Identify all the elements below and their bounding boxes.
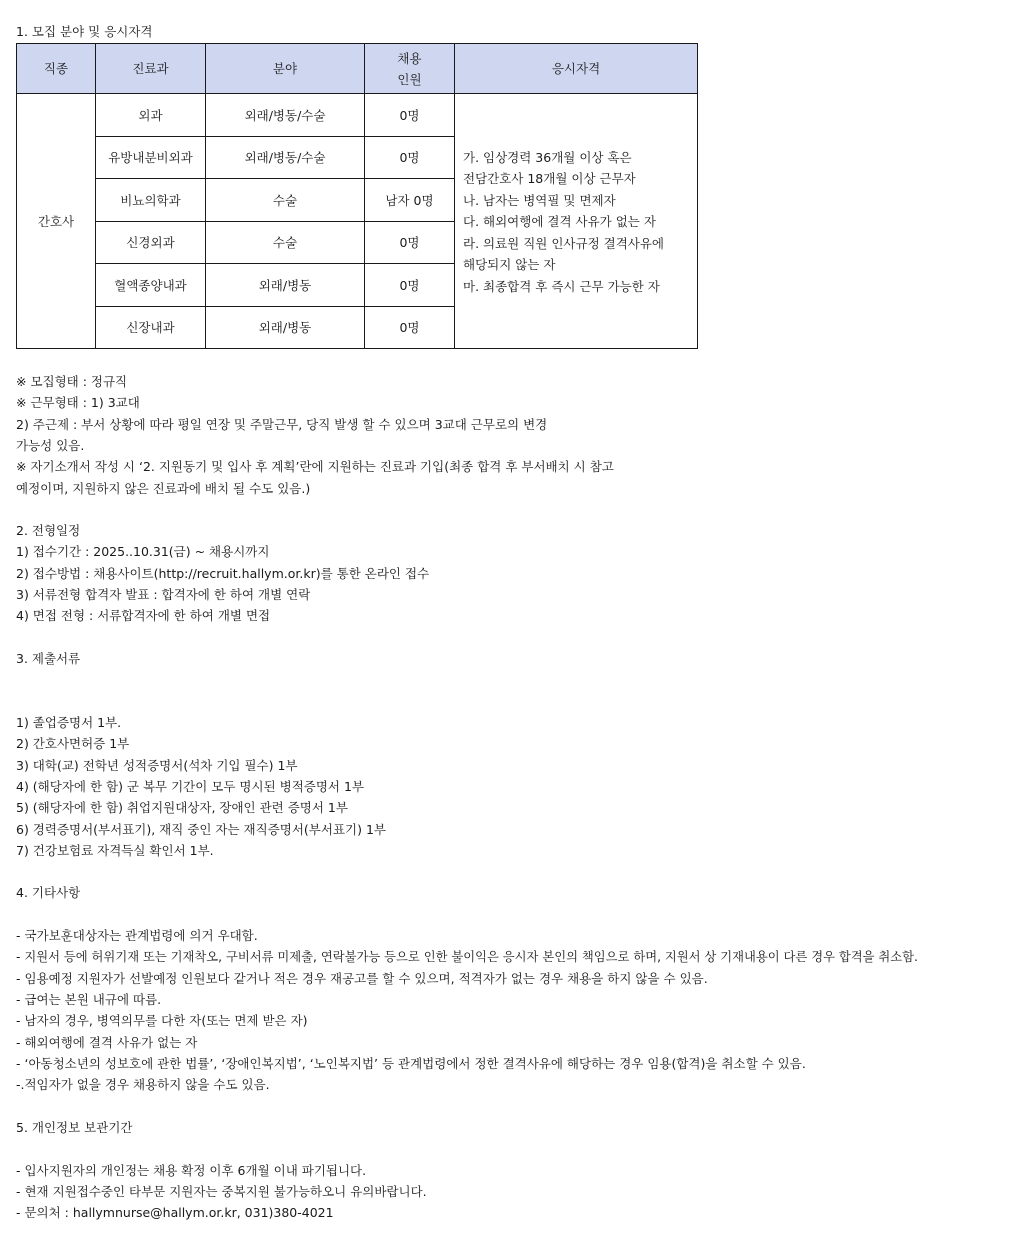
other-item: - ‘아동청소년의 성보호에 관한 법률’, ‘장애인복지법’, ‘노인복지법’ 등 관계법령에서 정한 결격사유에 해당하는 경우 임용(합격)을 취소할 수 있음. <box>16 1056 806 1071</box>
note-line: ※ 자기소개서 작성 시 ‘2. 지원동기 및 입사 후 계획’란에 지원하는 진료과 기입(최종 합격 후 부서배치 시 참고 <box>16 459 614 474</box>
schedule-item: 2) 접수방법 : 채용사이트(http://recruit.hallym.or.kr)를 통한 온라인 접수 <box>16 566 430 581</box>
count-cell: 0명 <box>365 136 455 179</box>
document-item: 1) 졸업증명서 1부. <box>16 715 122 730</box>
note-line: 가능성 있음. <box>16 438 85 453</box>
other-item: - 국가보훈대상자는 관계법령에 의거 우대함. <box>16 928 258 943</box>
header-qualification: 응시자격 <box>455 44 698 94</box>
table-header-row <box>17 44 698 94</box>
section2-title: 2. 전형일정 <box>16 523 81 538</box>
qualification-line: 해당되지 않는 자 <box>463 257 556 273</box>
count-cell: 0명 <box>365 94 455 137</box>
note-line: ※ 근무형태 : 1) 3교대 <box>16 395 140 410</box>
document-item: 5) (해당자에 한 함) 취업지원대상자, 장애인 관련 증명서 1부 <box>16 800 348 815</box>
document-item: 6) 경력증명서(부서표기), 재직 중인 자는 재직증명서(부서표기) 1부 <box>16 822 386 837</box>
field-cell: 외래/병동/수술 <box>206 136 365 179</box>
contact-line: - 문의처 : hallymnurse@hallym.or.kr, 031)380-4021 <box>16 1205 334 1220</box>
count-cell: 0명 <box>365 221 455 264</box>
field-cell: 수술 <box>206 179 365 222</box>
field-cell: 수술 <box>206 221 365 264</box>
document-item: 2) 간호사면허증 1부 <box>16 736 130 751</box>
qualification-line: 다. 해외여행에 결격 사유가 없는 자 <box>463 214 656 230</box>
privacy-item: - 입사지원자의 개인정는 채용 확정 이후 6개월 이내 파기됩니다. <box>16 1163 367 1178</box>
count-cell: 0명 <box>365 306 455 349</box>
section3-title: 3. 제출서류 <box>16 651 81 666</box>
recruitment-table <box>16 43 698 349</box>
dept-cell: 혈액종양내과 <box>96 264 206 307</box>
document-item: 4) (해당자에 한 함) 군 복무 기간이 모두 명시된 병적증명서 1부 <box>16 779 364 794</box>
header-field: 분야 <box>206 44 365 94</box>
other-item: - 남자의 경우, 병역의무를 다한 자(또는 면제 받은 자) <box>16 1013 308 1028</box>
field-cell: 외래/병동 <box>206 264 365 307</box>
schedule-item: 3) 서류전형 합격자 발표 : 합격자에 한 하여 개별 연락 <box>16 587 311 602</box>
count-cell: 0명 <box>365 264 455 307</box>
header-count-line2: 인원 <box>397 71 422 87</box>
table-row <box>17 94 698 137</box>
note-line: 2) 주근제 : 부서 상황에 따라 평일 연장 및 주말근무, 당직 발생 할 수 있으며 3교대 근무로의 변경 <box>16 417 548 432</box>
other-item: - 임용예정 지원자가 선발예정 인원보다 같거나 적은 경우 재공고를 할 수 있으며, 적격자가 없는 경우 채용을 하지 않을 수 있음. <box>16 971 708 986</box>
schedule-item: 4) 면접 전형 : 서류합격자에 한 하여 개별 면접 <box>16 608 271 623</box>
other-item: - 급여는 본원 내규에 따름. <box>16 992 162 1007</box>
header-job: 직종 <box>17 44 96 94</box>
other-item: -.적임자가 없을 경우 채용하지 않을 수도 있음. <box>16 1077 270 1092</box>
qualification-line: 전담간호사 18개월 이상 근무자 <box>463 171 636 187</box>
other-item: - 해외여행에 결격 사유가 없는 자 <box>16 1035 198 1050</box>
header-count-line1: 채용 <box>397 50 422 66</box>
field-cell: 외래/병동/수술 <box>206 94 365 137</box>
qualification-line: 마. 최종합격 후 즉시 근무 가능한 자 <box>463 278 660 294</box>
document-item: 3) 대학(교) 전학년 성적증명서(석차 기입 필수) 1부 <box>16 758 298 773</box>
other-item: - 지원서 등에 허위기재 또는 기재착오, 구비서류 미제출, 연락불가능 등으로 인한 불이익은 응시자 본인의 책임으로 하며, 지원서 상 기재내용이 다른 경우 합격을 취소함. <box>16 950 918 964</box>
dept-cell: 비뇨의학과 <box>96 179 206 222</box>
section1-title: 1. 모집 분야 및 응시자격 <box>16 24 153 39</box>
field-cell: 외래/병동 <box>206 306 365 349</box>
qualification-line: 라. 의료원 직원 인사규정 결격사유에 <box>463 235 664 251</box>
privacy-item: - 현재 지원접수중인 타부문 지원자는 중복지원 불가능하오니 유의바랍니다. <box>16 1184 427 1199</box>
section5-title: 5. 개인정보 보관기간 <box>16 1120 133 1135</box>
dept-cell: 신장내과 <box>96 306 206 349</box>
job-cell: 간호사 <box>17 94 96 349</box>
qualification-line: 나. 남자는 병역필 및 면제자 <box>463 192 616 208</box>
note-line: ※ 모집형태 : 정규직 <box>16 374 128 389</box>
dept-cell: 외과 <box>96 94 206 137</box>
dept-cell: 유방내분비외과 <box>96 136 206 179</box>
count-cell: 남자 0명 <box>365 179 455 222</box>
document-item: 7) 건강보험료 자격득실 확인서 1부. <box>16 843 214 858</box>
header-dept: 진료과 <box>96 44 206 94</box>
header-count <box>365 44 455 94</box>
dept-cell: 신경외과 <box>96 221 206 264</box>
qualification-line: 가. 임상경력 36개월 이상 혹은 <box>463 149 632 165</box>
note-line: 예정이며, 지원하지 않은 진료과에 배치 될 수도 있음.) <box>16 481 311 496</box>
schedule-item: 1) 접수기간 : 2025..10.31(금) ~ 채용시까지 <box>16 544 270 559</box>
section4-title: 4. 기타사항 <box>16 885 81 900</box>
qualification-cell <box>455 94 698 349</box>
